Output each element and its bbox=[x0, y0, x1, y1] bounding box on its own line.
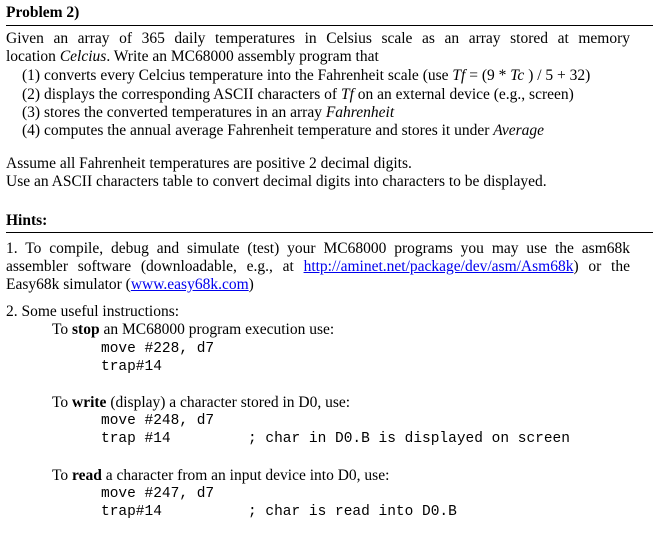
asm68k-link[interactable]: http://aminet.net/package/dev/asm/Asm68k bbox=[303, 258, 574, 275]
write-code-1: move #248, d7 bbox=[101, 413, 215, 429]
read-code-1: move #247, d7 bbox=[101, 486, 215, 502]
assume-line-2: Use an ASCII characters table to convert decimal digits into characters to be displayed. bbox=[6, 173, 547, 190]
read-code-2: trap#14 bbox=[101, 504, 162, 520]
step-1: (1) converts every Celcius temperature into the Fahrenheit scale (use Tf = (9 * Tc ) / 5 + 32) bbox=[22, 67, 591, 84]
step-3: (3) stores the converted temperatures in an array Fahrenheit bbox=[22, 104, 395, 121]
hint-2-title: 2. Some useful instructions: bbox=[6, 303, 180, 320]
step-4: (4) computes the annual average Fahrenheit temperature and stores it under Average bbox=[22, 122, 545, 139]
read-comment: ; char is read into D0.B bbox=[248, 504, 457, 520]
stop-code-2: trap#14 bbox=[101, 359, 162, 375]
intro-line-1: Given an array of 365 daily temperatures in Celsius scale as an array stored at memory bbox=[6, 30, 630, 47]
hints-title: Hints: bbox=[6, 212, 48, 229]
hint-1-line-3: Easy68k simulator (www.easy68k.com) bbox=[6, 276, 254, 293]
hint-1-line-1: 1. To compile, debug and simulate (test) your MC68000 programs you may use the asm68k bbox=[6, 240, 630, 257]
problem-title: Problem 2) bbox=[6, 4, 80, 21]
assume-line-1: Assume all Fahrenheit temperatures are positive 2 decimal digits. bbox=[6, 155, 412, 172]
intro-line-2: location Celcius. Write an MC68000 assembly program that bbox=[6, 48, 379, 65]
read-instruction: To read a character from an input device into D0, use: bbox=[52, 467, 390, 484]
step-2: (2) displays the corresponding ASCII characters of Tf on an external device (e.g., screen) bbox=[22, 86, 574, 103]
hint-1-line-2: assembler software (downloadable, e.g., at http://aminet.net/package/dev/asm/Asm68k) or the bbox=[6, 258, 630, 275]
var-celcius: Celcius bbox=[59, 48, 107, 65]
write-instruction: To write (display) a character stored in D0, use: bbox=[52, 394, 351, 411]
hints-divider bbox=[6, 232, 653, 233]
problem-divider bbox=[6, 25, 653, 26]
write-comment: ; char in D0.B is displayed on screen bbox=[248, 431, 570, 447]
easy68k-link[interactable]: www.easy68k.com bbox=[130, 276, 249, 293]
stop-instruction: To stop an MC68000 program execution use: bbox=[52, 321, 335, 338]
write-code-2: trap #14 bbox=[101, 431, 171, 447]
stop-code-1: move #228, d7 bbox=[101, 341, 215, 357]
